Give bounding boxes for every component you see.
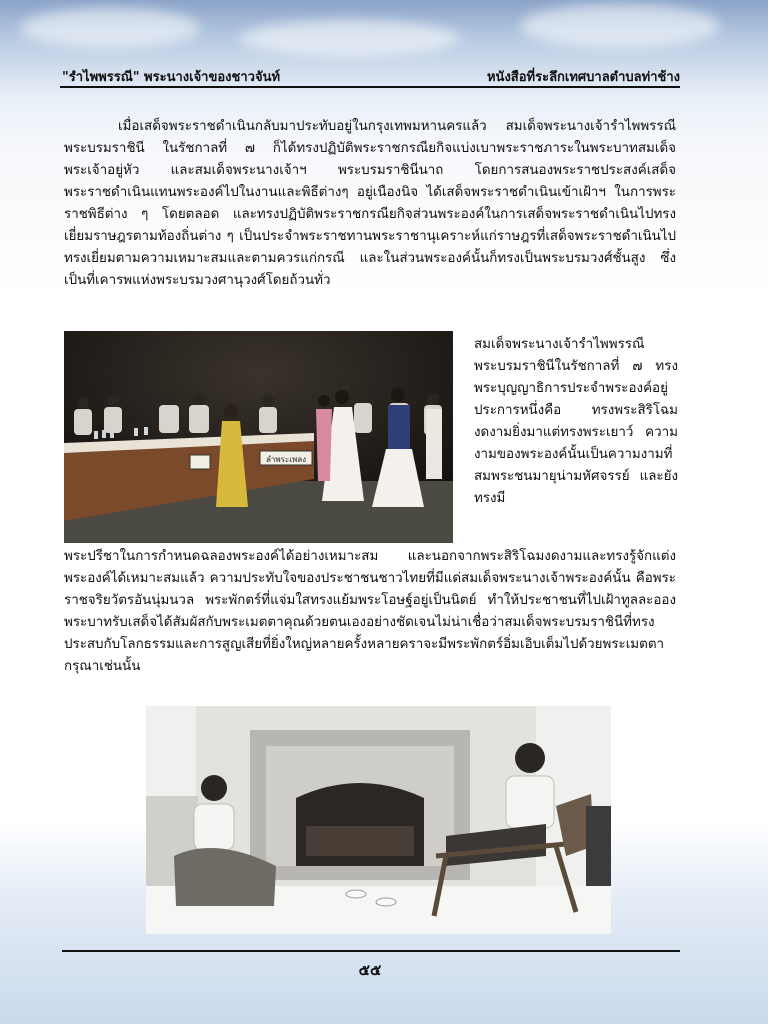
header-title-right: หนังสือที่ระลึกเทศบาลตำบลท่าช้าง xyxy=(486,70,680,85)
page-number: ๕๕ xyxy=(358,961,382,979)
fireplace-photo-image xyxy=(146,706,611,934)
header-title-left: "รำไพพรรณี" พระนางเจ้าของชาวจันท์ xyxy=(62,70,281,85)
counter-sign: ลำพระเพลง xyxy=(265,455,307,464)
paragraph-continuation: พระปรีชาในการกำหนดฉลองพระองค์ได้อย่างเหมาะสม และนอกจากพระสิริโฉมงดงามและทรงรู้จักแต่งพระองค์ได้เหมาะสมแล้ว ความประทับใจของประชาชนชาวไทยที่มีแด่สมเด็จพระนางเจ้าพระองค์นั้น คือพระราชจริยวัตรอันนุ่มนวล พระพักตร์ที่แจ่มใสทรงแย้มพระโอษฐ์อยู่เป็นนิตย์ ทำให้ประชาชนที่ไปเฝ้าทูลละอองพระบาทรับเสด็จได้สัมผัสกับพระเมตตาคุณด้วยตนเองอย่างชัดเจนไม่น่าเชื่อว่าสมเด็จพระบรมราชินีที่ทรงประสบกับโลกธรรมและการสูญเสียที่ยิ่งใหญ่หลายครั้งหลายคราจะมีพระพักตร์อิ่มเอิบเต็มไปด้วยพระเมตตากรุณาเช่นนั้น xyxy=(64,549,676,674)
page-header xyxy=(60,64,680,86)
fireplace-photo xyxy=(146,706,611,934)
sky-cloud xyxy=(240,20,460,56)
paragraph-intro: เมื่อเสด็จพระราชดำเนินกลับมาประทับอยู่ในกรุงเทพมหานครแล้ว สมเด็จพระนางเจ้ารำไพพรรณี พระบรมราชินี ในรัชกาลที่ ๗ ก็ได้ทรงปฏิบัติพระราชกรณียกิจแบ่งเบาพระราชภาระในพระบาทสมเด็จพระเจ้าอยู่หัว และสมเด็จพระนางเจ้าฯ พระบรมราชินีนาถ โดยการสนองพระราชประสงค์เสด็จพระราชดำเนินแทนพระองค์ไปในงานและพิธีต่างๆ อยู่เนืองนิจ ได้เสด็จพระราชดำเนินเข้าเฝ้าฯ ในการพระราชพิธีต่าง ๆ โดยตลอด และทรงปฏิบัติพระราชกรณียกิจส่วนพระองค์ในการเสด็จพระราชดำเนินไปทรงเยี่ยมราษฎรตามท้องถิ่นต่าง ๆ เป็นประจำพระราชทานพระราชานุเคราะห์แก่ราษฎรที่เสด็จพระราชดำเนินไปทรงเยี่ยมตามความเหมาะสมและตามควรแก่กรณี และในส่วนพระองค์นั้นก็ทรงเป็นพระบรมวงศ์ชั้นสูง ซึ่งเป็นที่เคารพแห่งพระบรมวงศานุวงศ์โดยถ้วนทั่ว xyxy=(64,119,676,288)
reception-photo xyxy=(64,331,453,543)
sky-cloud xyxy=(20,8,200,48)
footer-divider xyxy=(62,950,680,952)
sky-cloud xyxy=(520,4,720,48)
header-divider xyxy=(60,86,680,88)
reception-photo-image xyxy=(64,331,453,543)
paragraph-beside-photo: สมเด็จพระนางเจ้ารำไพพรรณี พระบรมราชินีในรัชกาลที่ ๗ ทรงพระบุญญาธิการประจำพระองค์อยู่ประการหนึ่งคือ ทรงพระสิริโฉมงดงามยิ่งมาแต่ทรงพระเยาว์ ความงามของพระองค์นั้นเป็นความงามที่สมพระชนมายุน่ามหัศจรรย์ และยังทรงมี xyxy=(474,337,678,506)
